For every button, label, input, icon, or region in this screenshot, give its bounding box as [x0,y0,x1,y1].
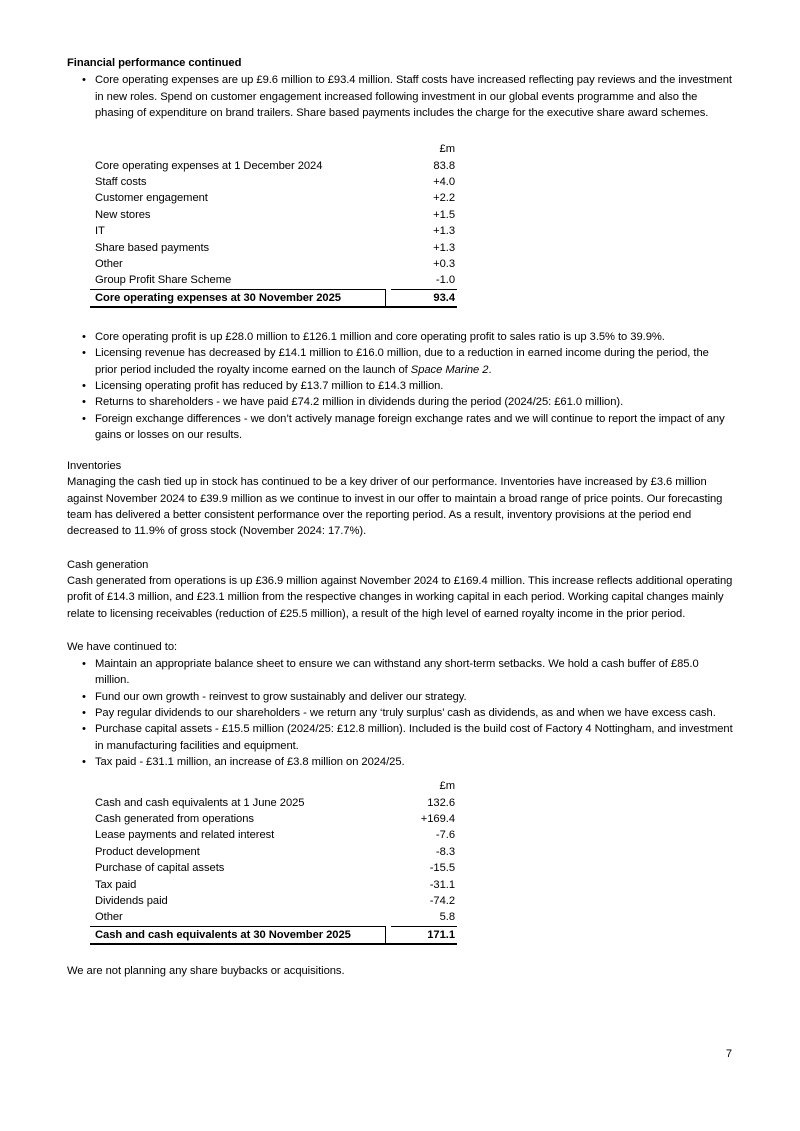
table-row [90,909,457,926]
table-row [90,893,457,909]
row-value: -15.5 [429,862,455,875]
row-label: Core operating expenses at 1 December 2024 [95,159,323,172]
table-row [90,158,457,174]
bullet-text: Pay regular dividends to our shareholders - we return any ‘truly surplus’ cash as dividends, as and when we have excess cash. [95,707,716,720]
continued-section [67,639,733,770]
total-value: 171.1 [391,926,457,944]
row-value: -74.2 [429,895,455,907]
list-item [82,394,733,410]
closing-note: We are not planning any share buybacks or acquisitions. [67,965,345,978]
row-label: New stores [95,208,151,221]
list-item [82,705,733,721]
table-row [90,844,457,860]
bullet-icon: • [82,379,86,392]
core-operating-expenses-table [90,141,457,308]
row-label: Other [90,909,385,926]
continued-intro: We have continued to: [67,640,178,653]
row-value: +169.4 [420,813,455,826]
list-item [82,345,733,378]
bullet-text: Purchase capital assets - £15.5 million (2024/25: £12.8 million). Included is the build cost of Factory 4 Nottingham, and investment in manufacturing facilities and equipment. [95,723,733,752]
table-row [90,877,457,893]
section-title: Inventories [67,460,122,473]
bullet-text: Foreign exchange differences - we don’t actively manage foreign exchange rates and we will continue to report the impact of any gains or losses on our results. [95,412,725,441]
table-row [90,256,457,272]
row-value: -1.0 [391,272,457,289]
table-row [90,240,457,256]
table-row [90,827,457,843]
list-item [82,72,733,121]
row-value: +1.3 [433,241,455,254]
bullet-icon: • [82,347,86,360]
bullet-icon: • [82,74,86,87]
bullet-icon: • [82,723,86,736]
table-row [90,860,457,876]
row-label: Staff costs [95,176,147,189]
row-value: +1.3 [433,225,455,238]
table-row [90,811,457,827]
bullet-text: Core operating profit is up £28.0 million to £126.1 million and core operating profit to sales ratio is up 3.5% to 39.9%. [95,331,665,344]
list-item [82,378,733,394]
bullet-text: Maintain an appropriate balance sheet to ensure we can withstand any short-term setbacks. We hold a cash buffer of £85.0 million. [95,658,699,687]
row-label: Product development [95,845,200,858]
header-spacer [90,141,385,157]
table-unit-header: £m [439,780,455,793]
table-row [90,190,457,206]
bullet-text: Fund our own growth - reinvest to grow sustainably and deliver our strategy. [95,690,467,703]
bullet-text: Licensing revenue has decreased by £14.1 million to £16.0 million, due to a reduction in earned income during the period, the prior period included the royalty income earned on the launch of Space Marine 2. [95,347,709,376]
row-value: 83.8 [433,159,455,172]
table-total-row [90,926,457,944]
table-unit-header: £m [439,143,455,156]
cash-equivalents-table [90,778,457,945]
row-label: Group Profit Share Scheme [90,272,385,289]
table-row [90,223,457,239]
row-value: -7.6 [435,829,455,842]
page-title: Financial performance continued [67,57,242,69]
row-label: Tax paid [95,878,137,891]
list-item [82,721,733,754]
row-value: -8.3 [435,845,455,858]
section-title: Cash generation [67,558,149,571]
row-label: Lease payments and related interest [95,829,275,842]
bullet-icon: • [82,755,86,768]
table-row [90,174,457,190]
row-value: +0.3 [433,257,455,270]
total-label: Core operating expenses at 30 November 2025 [90,289,385,307]
continued-bullet-list [67,656,733,770]
row-label: Other [95,257,123,270]
page-number: 7 [725,1048,732,1060]
bullet-icon: • [82,412,86,425]
list-item [82,754,733,770]
table-header-row [90,141,457,157]
row-label: Customer engagement [95,192,208,205]
table-total-row [90,289,457,307]
bullet-icon: • [82,658,86,671]
row-value: 5.8 [391,909,457,926]
row-value: +2.2 [433,192,455,205]
row-label: Cash generated from operations [95,813,254,826]
row-value: -31.1 [429,878,455,891]
cash-generation-section [67,557,733,622]
inventories-section [67,458,733,539]
row-value: 132.6 [427,796,455,809]
table-row [90,795,457,811]
section-body: Cash generated from operations is up £36.9 million against November 2024 to £169.4 million. This increase reflects additional operating profit of £14.3 million, and £23.1 million from the respective changes in working capital in each period. Working capital changes mainly relate to licensing receivables (reduction of £25.5 million), a result of the high level of earned royalty income in the prior period. [67,574,733,620]
bullet-icon: • [82,396,86,409]
table-row [90,207,457,223]
total-value: 93.4 [391,289,457,307]
list-item [82,656,733,689]
list-item [82,411,733,444]
bullet-text: Core operating expenses are up £9.6 million to £93.4 million. Staff costs have increased reflecting pay reviews and the investment in new roles. Spend on customer engagement increased following investment in our global events programme and also the phasing of expenditure on brand trailers. Share based payments includes the charge for the executive share award schemes. [95,74,732,119]
row-label: Dividends paid [95,895,168,907]
performance-bullet-list [67,329,733,443]
bullet-text: Tax paid - £31.1 million, an increase of £3.8 million on 2024/25. [95,755,405,768]
table-header-row [90,778,457,794]
row-label: Share based payments [95,241,210,254]
bullet-text: Returns to shareholders - we have paid £74.2 million in dividends during the period (2024/25: £61.0 million). [95,396,624,409]
bullet-icon: • [82,707,86,720]
header-spacer [90,778,385,794]
bullet-text: Licensing operating profit has reduced by £13.7 million to £14.3 million. [95,379,444,392]
row-label: Purchase of capital assets [95,862,225,875]
list-item [82,329,733,345]
intro-bullet-list [67,72,733,121]
bullet-icon: • [82,690,86,703]
table-row [90,272,457,289]
row-label: Cash and cash equivalents at 1 June 2025 [95,796,305,809]
section-body: Managing the cash tied up in stock has continued to be a key driver of our performance. Inventories have increased by £3.6 million against November 2024 to £39.9 million as we continue to invest in our offer to maintain a broad range of price points. Our forecasting team has delivered a better consistent performance over the reporting period. As a result, inventory provisions at the period end decreased to 11.9% of gross stock (November 2024: 17.7%). [67,476,723,538]
row-value: +1.5 [433,208,455,221]
total-label: Cash and cash equivalents at 30 November 2025 [90,926,385,944]
list-item [82,689,733,705]
row-value: +4.0 [433,176,455,189]
row-label: IT [95,225,105,238]
bullet-icon: • [82,331,86,344]
